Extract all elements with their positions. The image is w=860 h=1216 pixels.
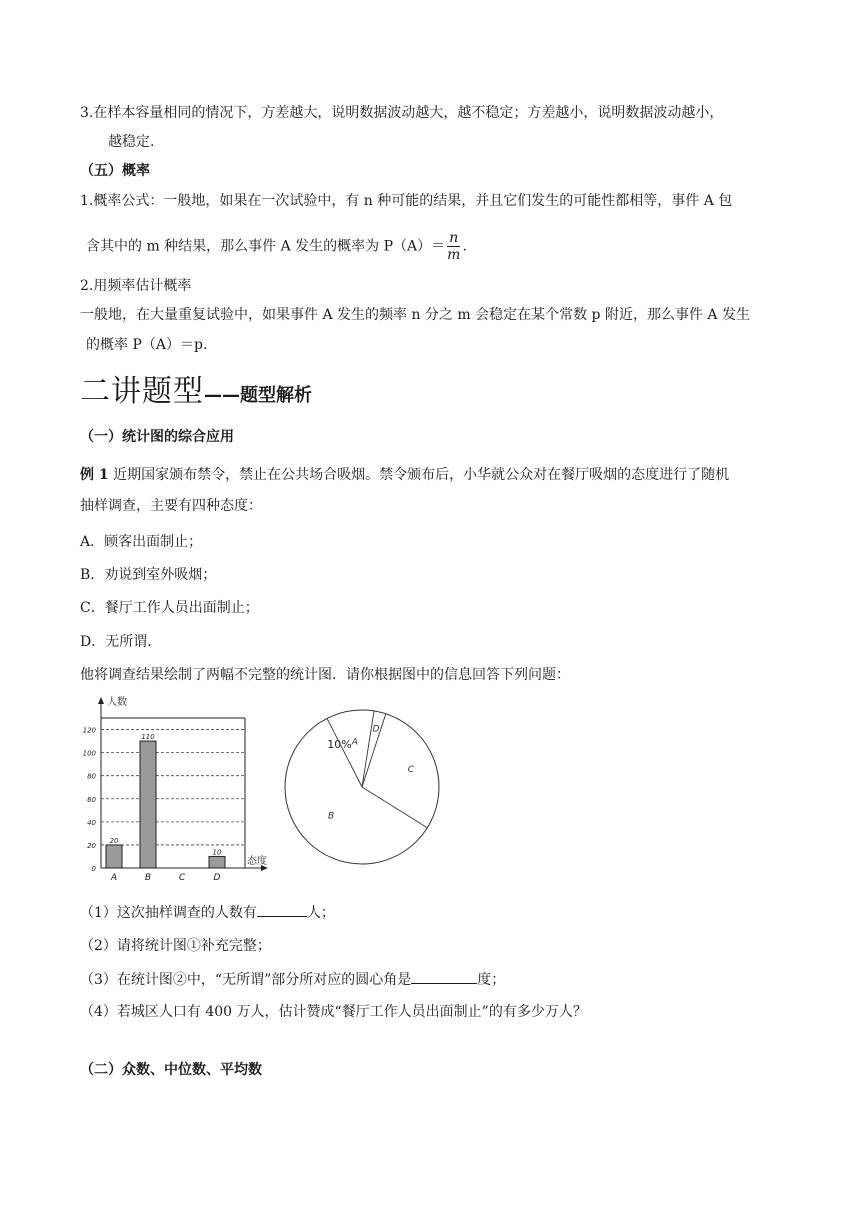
pie-label-A: A xyxy=(351,737,358,748)
example-line-1 xyxy=(80,465,729,485)
pie-chart xyxy=(280,705,445,870)
section-title xyxy=(80,366,312,410)
fraction-numerator: n xyxy=(447,230,460,247)
answer-blank-3[interactable] xyxy=(411,969,477,984)
bar-value-label: 110 xyxy=(141,733,155,742)
probability-formula-line-2 xyxy=(86,230,467,263)
probability-heading: （五）概率 xyxy=(80,163,150,179)
bar-y-tick-label: 0 xyxy=(91,865,96,873)
part1-heading: （一）统计图的综合应用 xyxy=(80,429,234,445)
answer-blank-1[interactable] xyxy=(257,902,307,917)
probability-fraction xyxy=(447,230,460,263)
part2-heading: （二）众数、中位数、平均数 xyxy=(80,1062,262,1078)
section-title-main: 二讲题型 xyxy=(80,374,204,409)
question-2: （2）请将统计图①补充完整； xyxy=(80,938,271,954)
bar-x-axis-label: 态度 xyxy=(247,856,267,867)
bar-category-label: B xyxy=(144,873,152,883)
question-4: （4）若城区人口有 400 万人，估计赞成“餐厅工作人员出面制止”的有多少万人？ xyxy=(80,1004,587,1020)
bar-y-arrow xyxy=(98,697,104,704)
bar-value-label: 10 xyxy=(212,848,222,857)
question-1 xyxy=(80,902,335,923)
formula-end: . xyxy=(462,238,467,255)
bar-y-tick-label: 60 xyxy=(87,795,96,804)
example-line-2: 抽样调查，主要有四种态度： xyxy=(80,498,262,514)
question-3 xyxy=(80,969,505,990)
pie-label-B: B xyxy=(327,811,335,822)
bar-y-tick-label: 100 xyxy=(82,749,96,758)
bar-value-label: 20 xyxy=(109,836,119,845)
bar-category-label: D xyxy=(213,873,221,883)
option-d: D．无所谓． xyxy=(80,634,162,650)
variance-line-1: 3.在样本容量相同的情况下，方差越大，说明数据波动越大，越不稳定；方差越小，说明数据波动越小， xyxy=(80,105,724,121)
variance-line-2: 越稳定. xyxy=(108,134,155,150)
question-1-text: （1）这次抽样调查的人数有 xyxy=(80,905,257,921)
section-title-sub: ——题型解析 xyxy=(204,385,312,406)
bar-y-tick-label: 40 xyxy=(87,818,96,827)
bar-chart xyxy=(75,692,275,887)
fraction-denominator: m xyxy=(447,247,461,263)
frequency-line-1: 一般地，在大量重复试验中，如果事件 A 发生的频率 n 分之 m 会稳定在某个常数 p 附近，那么事件 A 发生 xyxy=(80,307,750,323)
bar-y-tick-label: 120 xyxy=(82,726,96,735)
example-text: 近期国家颁布禁令，禁止在公共场合吸烟。禁令颁布后，小华就公众对在餐厅吸烟的态度进行了随机 xyxy=(113,467,730,483)
frequency-line-2: 的概率 P（A）＝p. xyxy=(86,337,208,353)
bar-y-tick-label: 20 xyxy=(87,841,96,850)
pie-label-C: C xyxy=(407,765,415,776)
bar-B xyxy=(140,741,156,868)
pie-label-D: D xyxy=(372,724,380,735)
option-b: B．劝说到室外吸烟； xyxy=(80,567,217,583)
option-a: A．顾客出面制止； xyxy=(80,534,203,550)
bar-D xyxy=(209,856,225,868)
example-line-3: 他将调查结果绘制了两幅不完整的统计图．请你根据图中的信息回答下列问题： xyxy=(80,667,570,683)
bar-category-label: A xyxy=(110,873,118,883)
formula-text: 含其中的 m 种结果，那么事件 A 发生的概率为 P（A）＝ xyxy=(86,238,446,255)
bar-y-axis-label: 人数 xyxy=(107,697,127,708)
bar-A xyxy=(106,845,122,868)
bar-y-tick-label: 80 xyxy=(87,772,96,781)
frequency-title: 2.用频率估计概率 xyxy=(80,278,192,294)
probability-formula-line-1: 1.概率公式：一般地，如果在一次试验中，有 n 种可能的结果，并且它们发生的可能性都相等，事件 A 包 xyxy=(80,193,733,209)
question-1-unit: 人； xyxy=(306,905,335,921)
option-c: C．餐厅工作人员出面制止； xyxy=(80,600,259,616)
pie-annotation: 10% xyxy=(327,738,352,752)
question-3-unit: 度； xyxy=(477,972,506,988)
question-3-text: （3）在统计图②中，“无所谓”部分所对应的圆心角是 xyxy=(80,972,412,988)
bar-category-label: C xyxy=(178,873,186,883)
example-label: 例 1 xyxy=(80,467,109,483)
